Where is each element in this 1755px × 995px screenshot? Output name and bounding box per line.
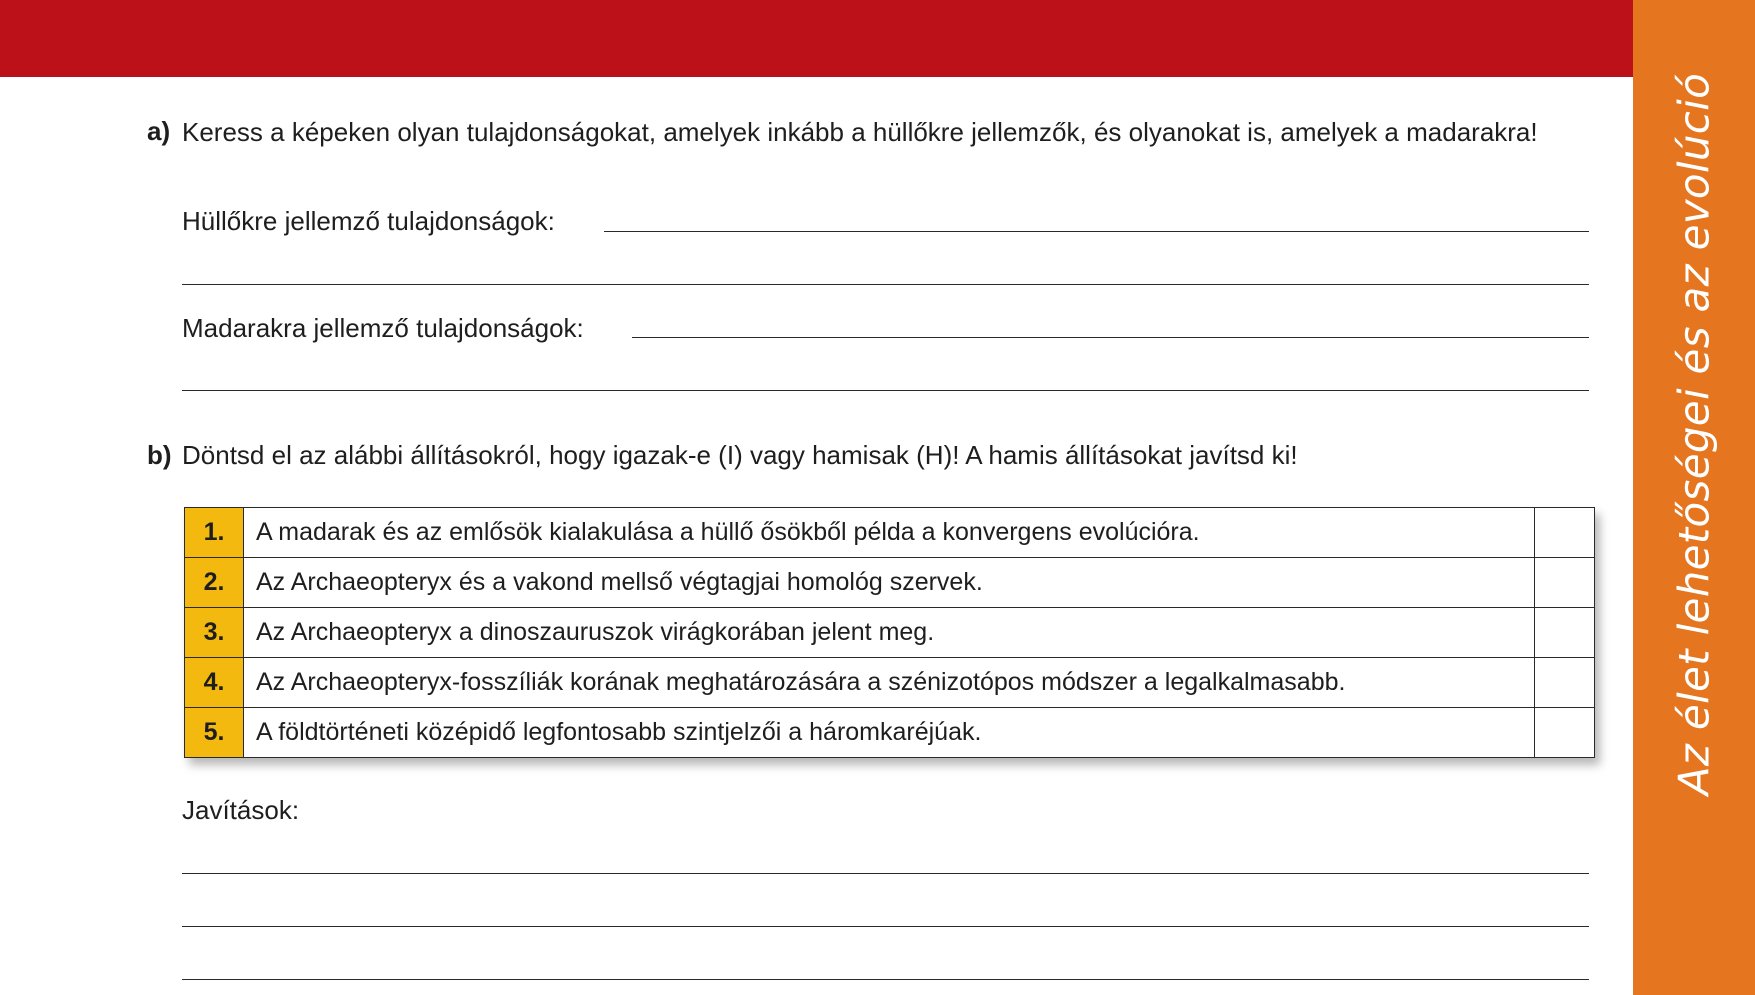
question-b-label: b) [147, 440, 172, 470]
chapter-title: Az élet lehetőségei és az evolúció [1669, 72, 1719, 796]
corrections-answer-line-3[interactable] [182, 979, 1589, 980]
true-false-answer-box[interactable] [1535, 708, 1595, 758]
statement-row [185, 508, 1595, 558]
true-false-answer-box[interactable] [1535, 658, 1595, 708]
statement-row [185, 658, 1595, 708]
true-false-answer-box[interactable] [1535, 558, 1595, 608]
statement-number: 5. [185, 708, 244, 758]
statement-text: A madarak és az emlősök kialakulása a hüllő ősökből példa a konvergens evolúcióra. [244, 508, 1535, 558]
true-false-answer-box[interactable] [1535, 608, 1595, 658]
statement-row [185, 608, 1595, 658]
bird-traits-answer-line-1[interactable] [632, 337, 1589, 338]
top-banner [0, 0, 1633, 77]
bird-traits-answer-line-2[interactable] [182, 390, 1589, 391]
statement-text: Az Archaeopteryx a dinoszauruszok virágkorában jelent meg. [244, 608, 1535, 658]
statement-number: 1. [185, 508, 244, 558]
corrections-answer-line-1[interactable] [182, 873, 1589, 874]
question-a-text: Keress a képeken olyan tulajdonságokat, amelyek inkább a hüllőkre jellemzők, és olyanokat is, amelyek a madarakra! [182, 117, 1538, 147]
reptile-traits-answer-line-1[interactable] [604, 231, 1589, 232]
reptile-traits-label: Hüllőkre jellemző tulajdonságok: [182, 206, 555, 236]
statement-text: A földtörténeti középidő legfontosabb szintjelzői a háromkaréjúak. [244, 708, 1535, 758]
statement-number: 4. [185, 658, 244, 708]
corrections-answer-line-2[interactable] [182, 926, 1589, 927]
statement-row [185, 708, 1595, 758]
corrections-label: Javítások: [182, 795, 300, 825]
true-false-answer-box[interactable] [1535, 508, 1595, 558]
statement-row [185, 558, 1595, 608]
question-a-label: a) [147, 116, 171, 146]
statement-number: 2. [185, 558, 244, 608]
bird-traits-label: Madarakra jellemző tulajdonságok: [182, 313, 584, 343]
question-b-text: Döntsd el az alábbi állításokról, hogy igazak-e (I) vagy hamisak (H)! A hamis állításokat javítsd ki! [182, 440, 1298, 470]
statement-number: 3. [185, 608, 244, 658]
statements-table [184, 507, 1595, 758]
reptile-traits-answer-line-2[interactable] [182, 284, 1589, 285]
statement-text: Az Archaeopteryx-fosszíliák korának meghatározására a szénizotópos módszer a legalkalmasabb. [244, 658, 1535, 708]
statement-text: Az Archaeopteryx és a vakond mellső végtagjai homológ szervek. [244, 558, 1535, 608]
